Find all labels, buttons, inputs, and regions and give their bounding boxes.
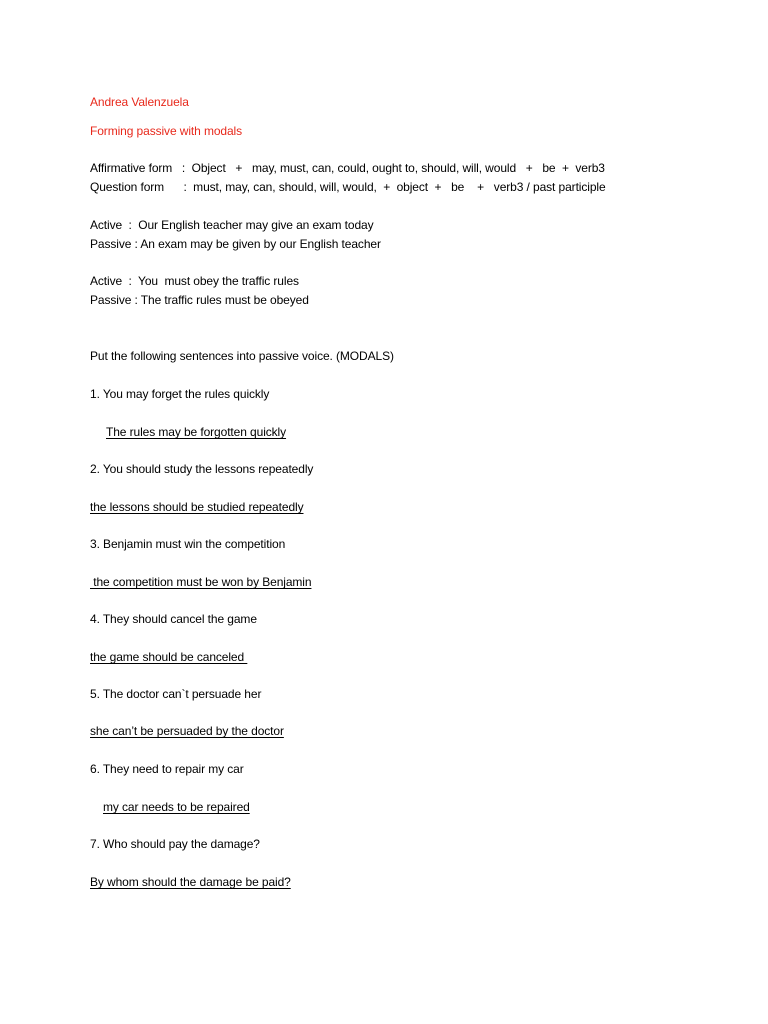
- exercise-question-3: 3. Benjamin must win the competition: [90, 537, 286, 551]
- exercise-question-2: 2. You should study the lessons repeatedly: [90, 462, 314, 476]
- exercise-answer-5: she can’t be persuaded by the doctor: [90, 724, 284, 738]
- question-rule: Question form : must, may, can, should, will, would, + object + be + verb3 / past participle: [90, 180, 606, 194]
- example-1-active: Active : Our English teacher may give an exam today: [90, 218, 374, 232]
- exercise-instruction: Put the following sentences into passive voice. (MODALS): [90, 349, 394, 363]
- exercise-question-6: 6. They need to repair my car: [90, 762, 244, 776]
- example-2-passive: Passive : The traffic rules must be obeyed: [90, 293, 309, 307]
- exercise-question-1: 1. You may forget the rules quickly: [90, 387, 270, 401]
- exercise-question-7: 7. Who should pay the damage?: [90, 837, 260, 851]
- exercise-answer-1: The rules may be forgotten quickly: [106, 425, 287, 439]
- exercise-question-4: 4. They should cancel the game: [90, 612, 257, 626]
- exercise-answer-2: the lessons should be studied repeatedly: [90, 500, 304, 514]
- exercise-answer-3: the competition must be won by Benjamin: [90, 575, 312, 589]
- affirmative-rule: Affirmative form : Object + may, must, can, could, ought to, should, will, would + be + verb3: [90, 161, 605, 175]
- document-page: [90, 0, 750, 1024]
- exercise-answer-7: By whom should the damage be paid?: [90, 875, 291, 889]
- example-2-active: Active : You must obey the traffic rules: [90, 274, 299, 288]
- author-name: Andrea Valenzuela: [90, 95, 189, 109]
- exercise-answer-6: my car needs to be repaired: [103, 800, 250, 814]
- exercise-question-5: 5. The doctor can`t persuade her: [90, 687, 262, 701]
- topic-title: Forming passive with modals: [90, 124, 243, 138]
- example-1-passive: Passive : An exam may be given by our English teacher: [90, 237, 381, 251]
- exercise-answer-4: the game should be canceled: [90, 650, 248, 664]
